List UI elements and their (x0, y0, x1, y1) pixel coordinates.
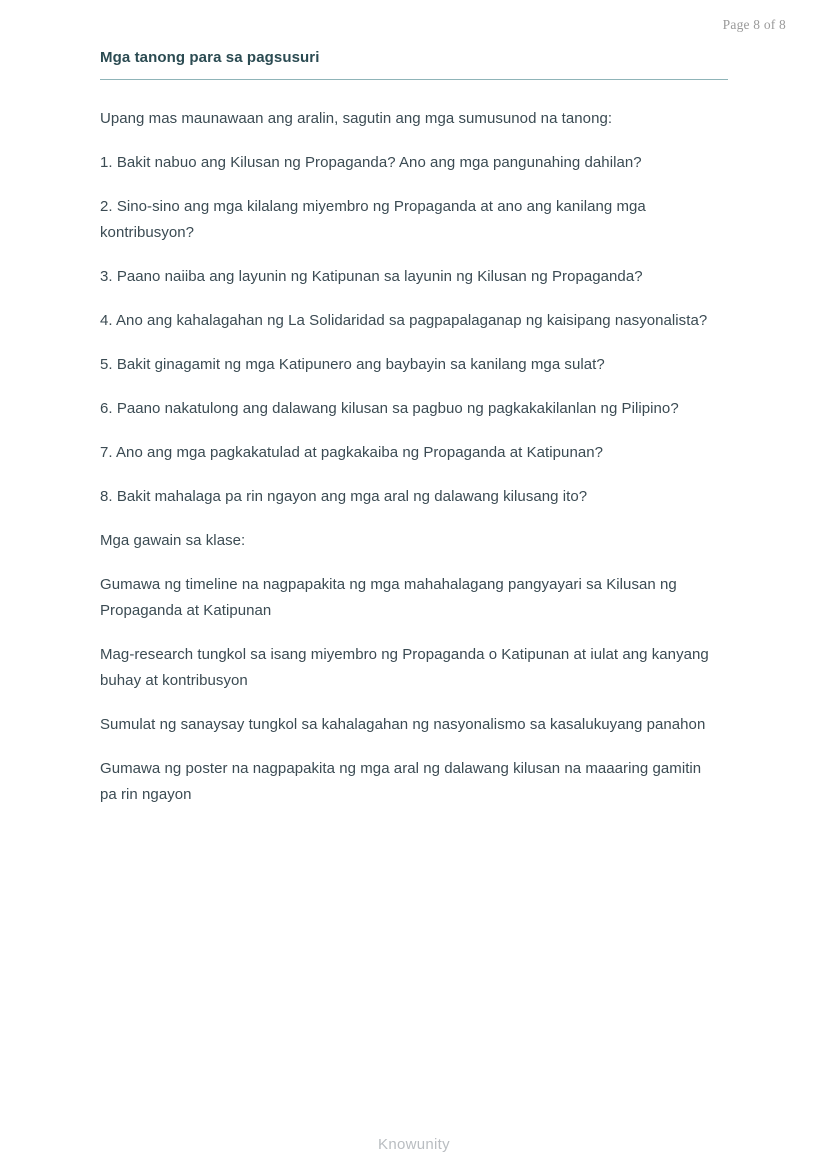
question-item: 4. Ano ang kahalagahan ng La Solidaridad sa pagpapalaganap ng kaisipang nasyonalista? (100, 312, 708, 329)
title-divider (100, 79, 728, 80)
question-item: 2. Sino-sino ang mga kilalang miyembro ng Propaganda at ano ang kanilang mga kontribusyon? (100, 198, 646, 241)
activity-item: Gumawa ng poster na nagpapakita ng mga aral ng dalawang kilusan na maaaring gamitin pa rin ngayon (100, 760, 702, 803)
question-item: 6. Paano nakatulong ang dalawang kilusan sa pagbuo ng pagkakakilanlan ng Pilipino? (100, 400, 679, 417)
question-item: 1. Bakit nabuo ang Kilusan ng Propaganda? Ano ang mga pangunahing dahilan? (100, 154, 642, 171)
activity-item: Mag-research tungkol sa isang miyembro ng Propaganda o Katipunan at iulat ang kanyang buhay at kontribusyon (100, 646, 709, 689)
page-title: Mga tanong para sa pagsusuri (100, 49, 320, 66)
question-item: 5. Bakit ginagamit ng mga Katipunero ang baybayin sa kanilang mga sulat? (100, 356, 605, 373)
question-item: 3. Paano naiiba ang layunin ng Katipunan sa layunin ng Kilusan ng Propaganda? (100, 268, 643, 285)
page-number-indicator: Page 8 of 8 (722, 17, 786, 32)
footer-watermark: Knowunity (378, 1136, 450, 1153)
question-item: 8. Bakit mahalaga pa rin ngayon ang mga aral ng dalawang kilusang ito? (100, 488, 588, 505)
activities-heading: Mga gawain sa klase: (100, 532, 246, 549)
activity-item: Gumawa ng timeline na nagpapakita ng mga mahahalagang pangyayari sa Kilusan ng Propaganda at Katipunan (100, 576, 677, 619)
activity-item: Sumulat ng sanaysay tungkol sa kahalagahan ng nasyonalismo sa kasalukuyang panahon (100, 716, 706, 733)
document-content (100, 48, 728, 808)
intro-paragraph: Upang mas maunawaan ang aralin, sagutin ang mga sumusunod na tanong: (100, 110, 613, 127)
question-item: 7. Ano ang mga pagkakatulad at pagkakaiba ng Propaganda at Katipunan? (100, 444, 604, 461)
